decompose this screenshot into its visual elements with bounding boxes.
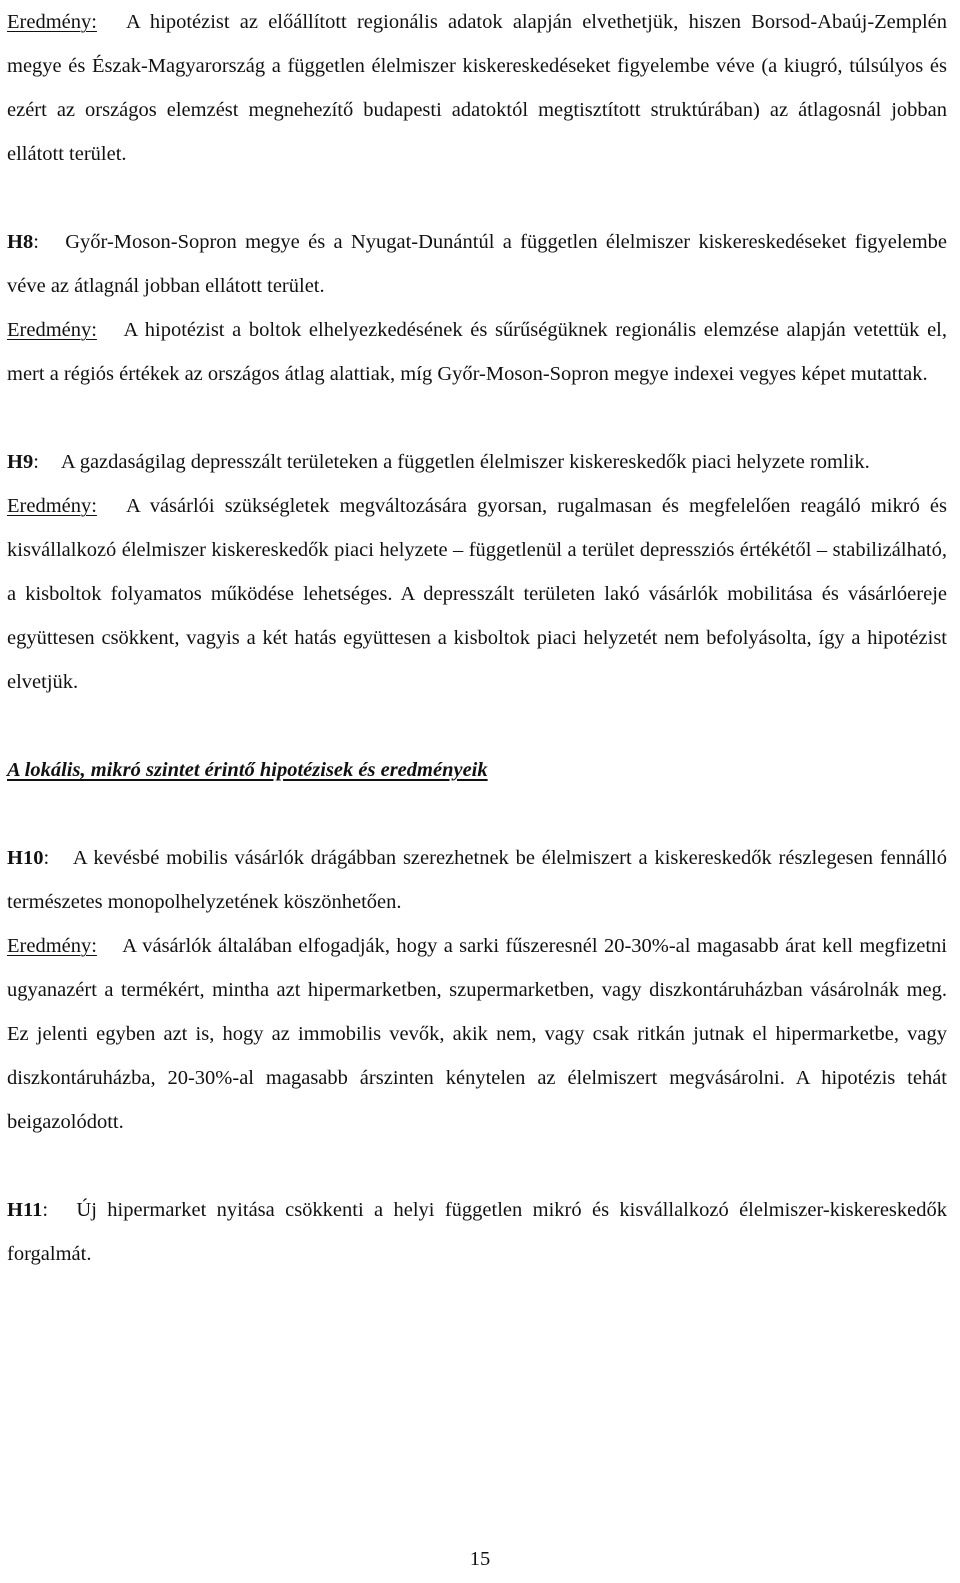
hypothesis-label: H10:	[7, 847, 50, 869]
hypothesis-text: A gazdaságilag depresszált területeken a független élelmiszer kiskereskedők piaci helyzete romlik.	[60, 451, 870, 473]
result-text: A hipotézist a boltok elhelyezkedésének és sűrűségüknek regionális elemzése alapján vetettük el, mert a régiós értékek az országos átlag alattiak, míg Győr-Moson-Sopron megye indexei vegyes képet mutattak.	[7, 319, 947, 385]
paragraph-gap	[7, 176, 947, 220]
hypothesis-h9	[7, 440, 947, 484]
hypothesis-text: Győr-Moson-Sopron megye és a Nyugat-Dunántúl a független élelmiszer kiskereskedéseket figyelembe véve az átlagnál jobban ellátott terület.	[7, 231, 947, 297]
paragraph-gap	[7, 792, 947, 836]
result-paragraph-h10	[7, 924, 947, 1144]
paragraph-gap	[7, 396, 947, 440]
paragraph-gap	[7, 1144, 947, 1188]
hypothesis-label: H9:	[7, 451, 39, 473]
result-label: Eredmény:	[7, 11, 97, 33]
result-text: A vásárlók általában elfogadják, hogy a sarki fűszeresnél 20-30%-al magasabb árat kell megfizetni ugyanazért a termékért, mintha azt hipermarketben, szupermarketben, vagy diszkontáruházban vásárolnák meg. Ez jelenti egyben azt is, hogy az immobilis vevők, akik nem, vagy csak ritkán jutnak el hipermarketbe, vagy diszkontáruházba, 20-30%-al magasabb árszinten kénytelen az élelmiszert megvásárolni. A hipotézis tehát beigazolódott.	[7, 935, 947, 1133]
hypothesis-h8	[7, 220, 947, 308]
hypothesis-h11	[7, 1188, 947, 1276]
paragraph-gap	[7, 704, 947, 748]
hypothesis-text: Új hipermarket nyitása csökkenti a helyi független mikró és kisvállalkozó élelmiszer-kiskereskedők forgalmát.	[7, 1199, 948, 1265]
section-title: A lokális, mikró szintet érintő hipotézisek és eredményeik	[7, 759, 488, 781]
result-label: Eredmény:	[7, 319, 97, 341]
result-paragraph-h7	[7, 0, 947, 176]
page-number: 15	[469, 1548, 491, 1570]
result-text: A hipotézist az előállított regionális adatok alapján elvethetjük, hiszen Borsod-Abaúj-Zemplén megye és Észak-Magyarország a független élelmiszer kiskereskedéseket figyelembe véve (a kiugró, túlsúlyos és ezért az országos elemzést megnehezítő budapesti adatoktól megtisztított struktúrában) az átlagosnál jobban ellátott terület.	[7, 11, 948, 165]
document-page	[7, 0, 947, 1276]
result-label: Eredmény:	[7, 935, 97, 957]
result-text: A vásárlói szükségletek megváltozására gyorsan, rugalmasan és megfelelően reagáló mikró és kisvállalkozó élelmiszer kiskereskedők piaci helyzete – függetlenül a terület depressziós értékétől – stabilizálható, a kisboltok folyamatos működése lehetséges. A depresszált területen lakó vásárlók mobilitása és vásárlóereje együttesen csökkent, vagyis a két hatás együttesen a kisboltok piaci helyzetét nem befolyásolta, így a hipotézist elvetjük.	[7, 495, 948, 693]
result-paragraph-h8	[7, 308, 947, 396]
hypothesis-text: A kevésbé mobilis vásárlók drágábban szerezhetnek be élelmiszert a kiskereskedők részlegesen fennálló természetes monopolhelyzetének köszönhetően.	[7, 847, 947, 913]
hypothesis-label: H8:	[7, 231, 39, 253]
result-label: Eredmény:	[7, 495, 97, 517]
hypothesis-label: H11:	[7, 1199, 49, 1221]
hypothesis-h10	[7, 836, 947, 924]
result-paragraph-h9	[7, 484, 947, 704]
